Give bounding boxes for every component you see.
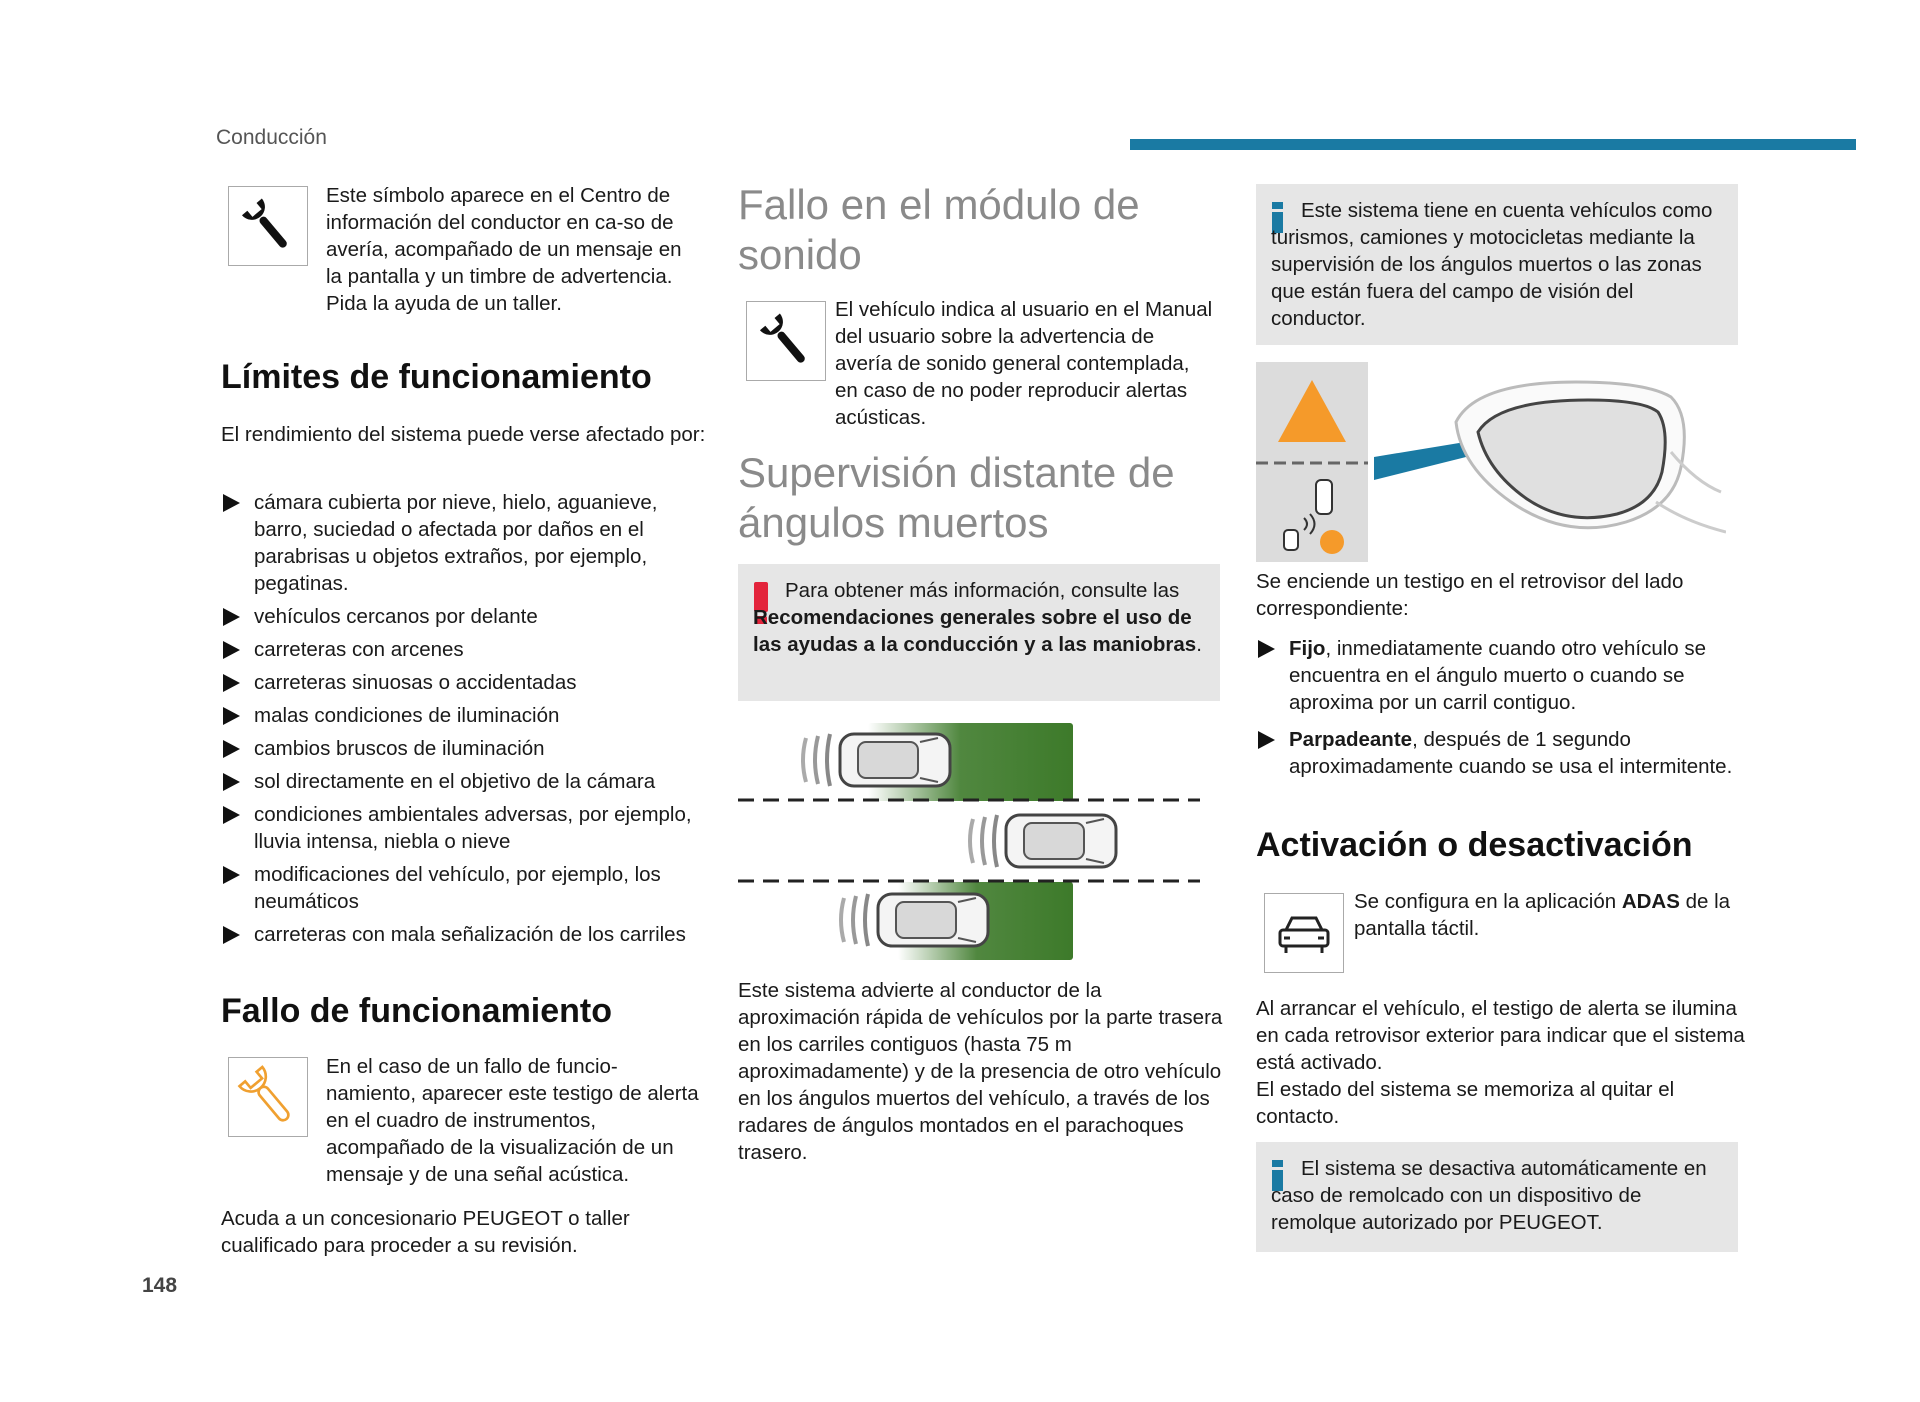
section-title: Conducción xyxy=(216,126,327,149)
sound-heading: Fallo en el módulo de sonido xyxy=(738,181,1140,278)
page-number: 148 xyxy=(142,1274,178,1297)
startup-text: Al arrancar el vehículo, el testigo de alerta se ilumina en cada retrovisor exterior para indicar que el sistema está activado. xyxy=(1256,997,1745,1074)
list-item: carreteras sinuosas o accidentadas xyxy=(221,669,711,696)
car-middle xyxy=(970,815,1116,867)
orange-wrench-icon xyxy=(235,1064,301,1130)
info-vehicles-text: Este sistema tiene en cuenta vehículos como turismos, camiones y motocicletas mediante la supervisión de los ángulos muertos o las zonas que están fuera del campo de visión del conductor. xyxy=(1271,199,1713,330)
list-item: cambios bruscos de iluminación xyxy=(221,735,711,762)
orange-wrench-warning-box xyxy=(228,1057,308,1137)
arrow-bullet-icon xyxy=(223,926,240,944)
wrench-icon xyxy=(755,310,817,372)
memory-text: El estado del sistema se memoriza al quitar el contacto. xyxy=(1256,1078,1675,1128)
car-top xyxy=(803,734,950,786)
list-item: Parpadeante, después de 1 segundo aproximadamente cuando se usa el intermitente. xyxy=(1256,726,1736,780)
blind-spot-lanes-diagram xyxy=(738,720,1200,965)
header-accent-bar xyxy=(1130,139,1856,150)
info-towing-text: El sistema se desactiva automáticamente en caso de remolcado con un dispositivo de remolque autorizado por PEUGEOT. xyxy=(1271,1157,1707,1234)
mirror-lamp-text: Se enciende un testigo en el retrovisor del lado correspondiente: xyxy=(1256,570,1684,620)
list-item: Fijo, inmediatamente cuando otro vehículo se encuentra en el ángulo muerto o cuando se aproxima por un carril contiguo. xyxy=(1256,635,1736,716)
activation-heading: Activación o desactivación xyxy=(1256,826,1693,864)
limits-list xyxy=(221,489,711,954)
fault-heading: Fallo de funcionamiento xyxy=(221,992,613,1030)
info-box-vehicles xyxy=(1256,184,1738,345)
car-bottom xyxy=(841,894,988,946)
wrench-warning-box xyxy=(228,186,308,266)
car-top-view-icon xyxy=(1316,480,1332,514)
arrow-bullet-icon xyxy=(223,866,240,884)
fault-description: En el caso de un fallo de funcio-namiento, aparecer este testigo de alerta en el cuadro de instrumentos, acompañado de la visualización de un mensaje y de una señal acústica. xyxy=(326,1055,699,1186)
info-box-towing xyxy=(1256,1142,1738,1252)
limits-heading: Límites de funcionamiento xyxy=(221,358,652,396)
arrow-bullet-icon xyxy=(223,608,240,626)
list-item: modificaciones del vehículo, por ejemplo, los neumáticos xyxy=(221,861,711,915)
arrow-bullet-icon xyxy=(223,740,240,758)
list-item: cámara cubierta por nieve, hielo, aguanieve, barro, suciedad o afectada por daños en el parabrisas u objetos extraños, por ejemplo, pegatinas. xyxy=(221,489,711,597)
system-description: Este sistema advierte al conductor de la aproximación rápida de vehículos por la parte trasera en los carriles contiguos (hasta 75 m aproximadamente) y de la presencia de otro vehículo en los ángulos muertos del vehículo, a través de los radares de ángulos montados en el parachoques trasero. xyxy=(738,979,1223,1164)
sound-wrench-box xyxy=(746,301,826,381)
warning-box xyxy=(738,564,1220,701)
arrow-bullet-icon xyxy=(223,773,240,791)
dealer-text: Acuda a un concesionario PEUGEOT o taller cualificado para proceder a su revisión. xyxy=(221,1207,630,1257)
list-item: malas condiciones de iluminación xyxy=(221,702,711,729)
list-item: carreteras con mala señalización de los carriles xyxy=(221,921,711,948)
arrow-bullet-icon xyxy=(223,641,240,659)
arrow-bullet-icon xyxy=(223,707,240,725)
adas-car-box xyxy=(1264,893,1344,973)
alert-dot xyxy=(1320,530,1344,554)
arrow-bullet-icon xyxy=(223,674,240,692)
arrow-bullet-icon xyxy=(223,806,240,824)
mirror-modes-list xyxy=(1256,635,1736,786)
warning-text: Para obtener más información, consulte las Recomendaciones generales sobre el uso de las ayudas a la conducción y a las maniobras. xyxy=(753,579,1202,656)
sound-description: El vehículo indica al usuario en el Manual del usuario sobre la advertencia de avería de sonido general contemplada, en caso de no poder reproducir alertas acústicas. xyxy=(835,298,1213,429)
list-item: carreteras con arcenes xyxy=(221,636,711,663)
blind-spot-heading: Supervisión distante de ángulos muertos xyxy=(738,449,1175,546)
arrow-bullet-icon xyxy=(1258,640,1275,658)
wrench-symbol-description: Este símbolo aparece en el Centro de información del conductor en ca-so de avería, acompañado de un mensaje en la pantalla y un timbre de advertencia. Pida la ayuda de un taller. xyxy=(326,184,682,315)
wrench-icon xyxy=(237,195,299,257)
arrow-bullet-icon xyxy=(1258,731,1275,749)
mirror-warning-illustration xyxy=(1256,362,1726,562)
limits-intro: El rendimiento del sistema puede verse afectado por: xyxy=(221,423,706,446)
list-item: sol directamente en el objetivo de la cámara xyxy=(221,768,711,795)
list-item: condiciones ambientales adversas, por ejemplo, lluvia intensa, niebla o nieve xyxy=(221,801,711,855)
arrow-bullet-icon xyxy=(223,494,240,512)
list-item: vehículos cercanos por delante xyxy=(221,603,711,630)
adas-config-text: Se configura en la aplicación ADAS de la pantalla táctil. xyxy=(1354,890,1731,940)
car-icon xyxy=(1274,908,1334,958)
